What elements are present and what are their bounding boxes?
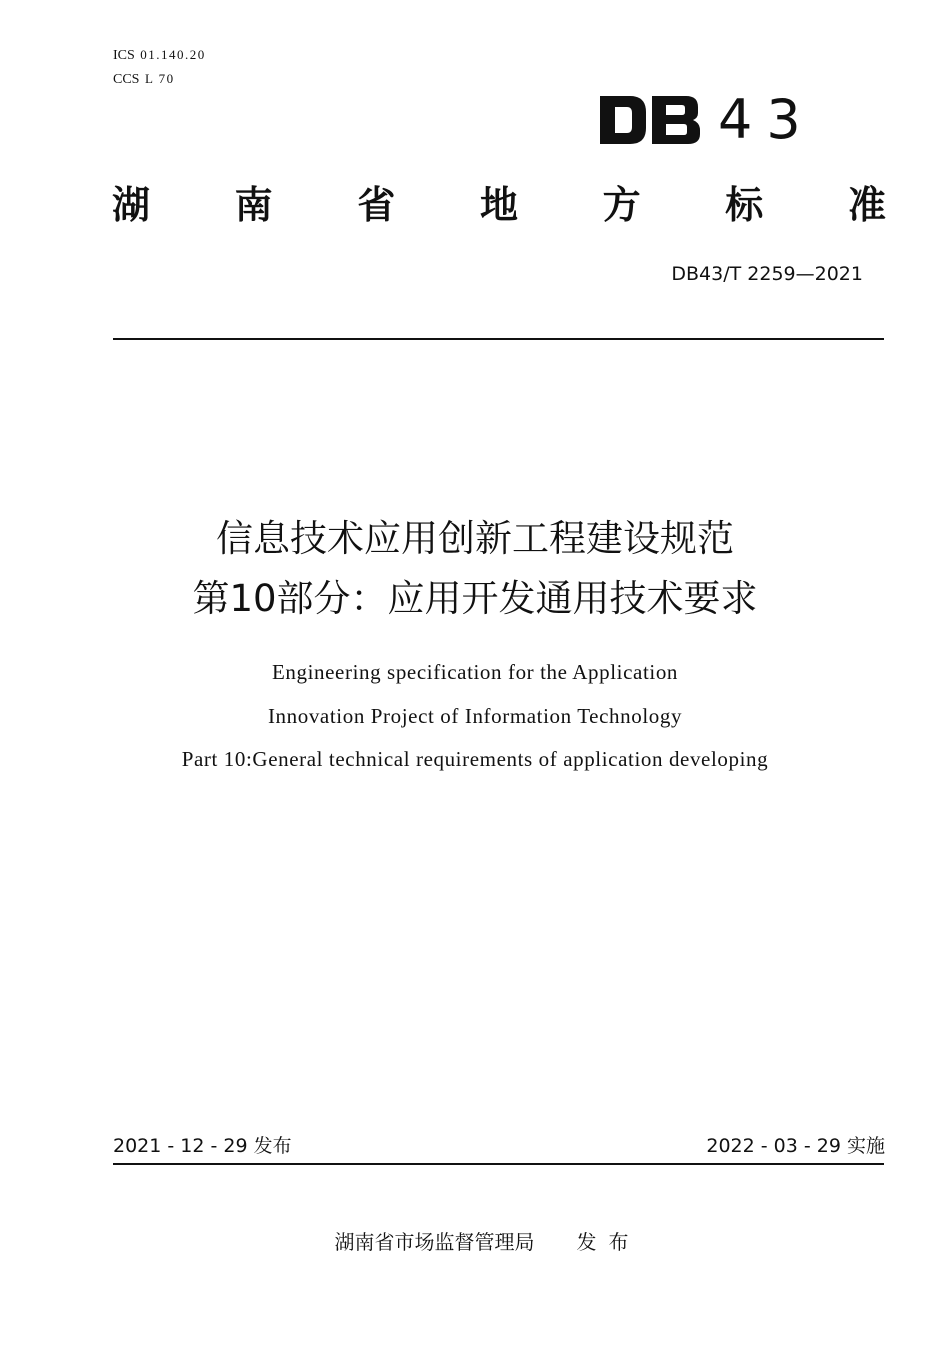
standard-type-char: 湖	[112, 183, 151, 227]
cn-title-line2: 第10部分：应用开发通用技术要求	[192, 577, 758, 620]
ics-code-line	[113, 46, 206, 65]
standard-type-char: 标	[725, 183, 764, 227]
implement-date: 2022 - 03 - 29 实施	[706, 1135, 885, 1157]
issuer-name: 湖南省市场监督管理局	[334, 1230, 535, 1254]
standard-type-char: 地	[479, 183, 518, 227]
standard-type-char: 南	[234, 183, 273, 227]
en-title-line3: Part 10:General technical requirements of application developing	[181, 747, 769, 771]
cn-title-line1: 信息技术应用创新工程建设规范	[216, 517, 734, 560]
ccs-code: L 70	[144, 71, 175, 86]
ics-label: ICS	[113, 48, 135, 63]
ics-code: 01.140.20	[140, 47, 206, 62]
header-divider	[113, 338, 884, 340]
standard-type-char: 省	[357, 183, 396, 227]
standard-type-char: 准	[847, 183, 886, 227]
ccs-label: CCS	[113, 72, 140, 87]
standard-number: DB43/T 2259—2021	[671, 263, 863, 285]
region-code: 43	[718, 88, 815, 151]
standard-type	[112, 182, 886, 228]
issue-date: 2021 - 12 - 29 发布	[113, 1135, 292, 1157]
publish-label: 发布	[576, 1230, 641, 1254]
ccs-code-line	[113, 70, 175, 89]
issuer-line	[0, 1228, 950, 1256]
en-title-line1: Engineering specification for the Application	[271, 660, 679, 684]
standard-type-char: 方	[602, 183, 641, 227]
en-title-line2: Innovation Project of Information Technology	[267, 704, 683, 728]
footer-divider	[113, 1163, 884, 1165]
db-logo	[600, 96, 700, 144]
